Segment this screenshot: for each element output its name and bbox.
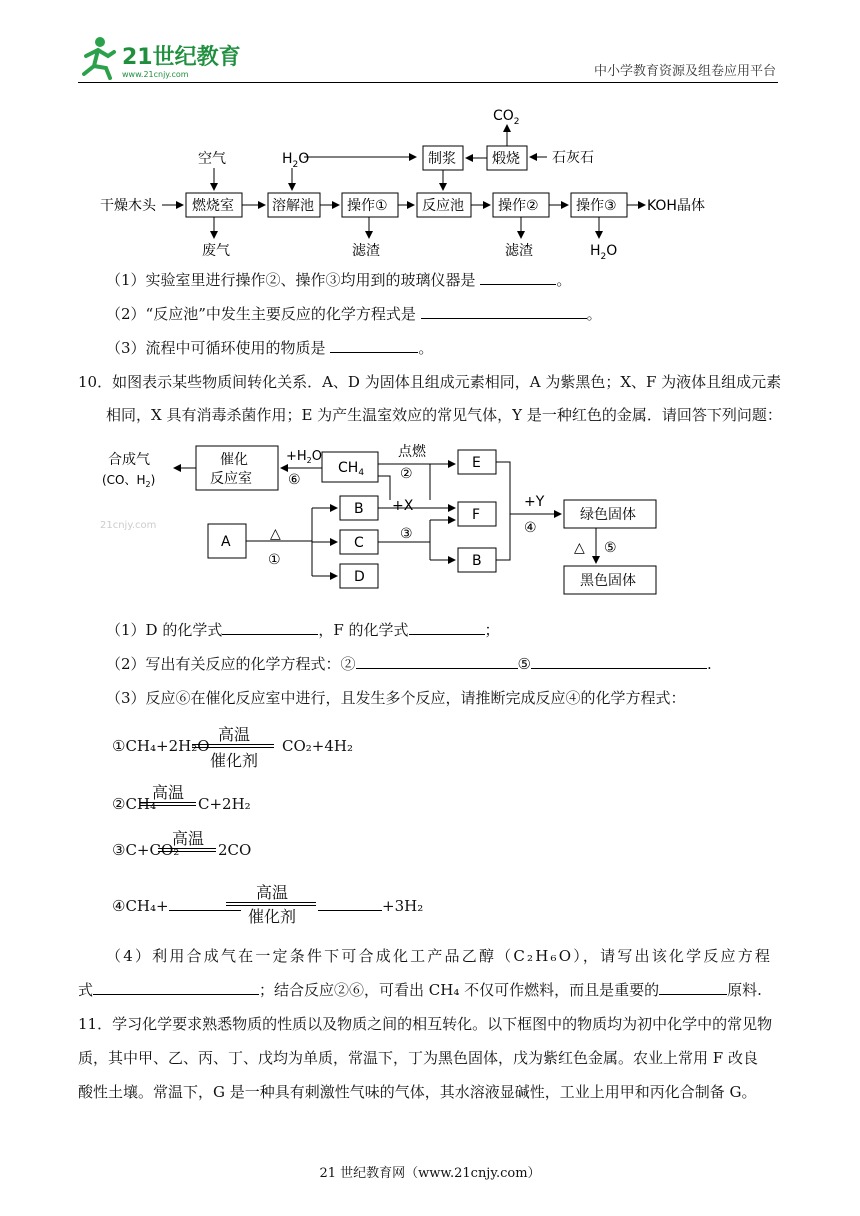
runner-icon bbox=[84, 37, 114, 78]
q10-blank-material[interactable] bbox=[659, 980, 727, 995]
delta1-label: △ bbox=[270, 526, 281, 542]
svg-text:制浆: 制浆 bbox=[428, 151, 456, 167]
svg-text:B: B bbox=[472, 553, 482, 569]
svg-text:煅烧: 煅烧 bbox=[492, 151, 520, 167]
svg-text:E: E bbox=[472, 455, 481, 471]
svg-text:操作②: 操作② bbox=[498, 198, 539, 214]
svg-text:B: B bbox=[354, 501, 364, 517]
plus-y-label: +Y bbox=[524, 494, 545, 510]
svg-text:催化: 催化 bbox=[220, 452, 248, 468]
slurry-box bbox=[423, 146, 463, 170]
q9-part3: （3）流程中可循环使用的物质是 。 bbox=[106, 339, 434, 357]
eq2-right: C+2H₂ bbox=[198, 795, 251, 813]
footer-text: 21 世纪教育网（www.21cnjy.com） bbox=[319, 1166, 541, 1181]
black-solid-box bbox=[564, 566, 656, 594]
box-E bbox=[458, 450, 496, 474]
svg-text:C: C bbox=[354, 535, 364, 551]
q9-part1: （1）实验室里进行操作②、操作③均用到的玻璃仪器是 。 bbox=[106, 271, 572, 289]
svg-text:操作①: 操作① bbox=[347, 198, 388, 214]
eq4-blank-right[interactable] bbox=[318, 896, 382, 911]
green-solid-box bbox=[564, 500, 656, 528]
delta2-label: △ bbox=[574, 540, 585, 556]
step3-label: ③ bbox=[400, 526, 413, 542]
box-C bbox=[340, 530, 378, 554]
svg-text:黑色固体: 黑色固体 bbox=[580, 573, 636, 589]
dissolve-box bbox=[268, 193, 320, 217]
q10-part1: （1）D 的化学式 ，F 的化学式 ； bbox=[106, 621, 500, 639]
q10-blank-d[interactable] bbox=[222, 620, 318, 635]
q10-part3: （3）反应⑥在催化反应室中进行，且发生多个反应，请推断完成反应④的化学方程式： bbox=[106, 689, 686, 707]
logo-url: www.21cnjy.com bbox=[122, 70, 189, 79]
q10-part4-line1: （4）利用合成气在一定条件下可合成化工产品乙醇（C₂H₆O），请写出该化学反应方程 bbox=[106, 947, 773, 965]
eq3-top-condition: 高温 bbox=[171, 829, 204, 848]
ch4-box bbox=[322, 452, 378, 482]
q10-blank-eq5[interactable] bbox=[531, 654, 707, 669]
limestone-label: 石灰石 bbox=[552, 150, 594, 166]
q10-blank-eq2[interactable] bbox=[356, 654, 518, 669]
q10-blank-f[interactable] bbox=[409, 620, 485, 635]
q9-part2: （2）“反应池”中发生主要反应的化学方程式是 。 bbox=[106, 305, 602, 323]
eq3-equals-line bbox=[158, 848, 216, 852]
air-label: 空气 bbox=[198, 151, 226, 167]
co2-label: $CO_2$ bbox=[493, 108, 520, 127]
op3-box bbox=[571, 193, 627, 217]
svg-text:反应室: 反应室 bbox=[210, 471, 252, 487]
q10-part2: （2）写出有关反应的化学方程式：② ⑤ . bbox=[106, 655, 712, 673]
residue2-label: 滤渣 bbox=[505, 243, 533, 259]
box-B-top bbox=[340, 496, 378, 520]
waste-gas-label: 废气 bbox=[202, 243, 230, 259]
box-A bbox=[208, 524, 246, 558]
svg-text:D: D bbox=[354, 569, 365, 585]
eq2-equals-line bbox=[140, 802, 196, 806]
eq2-top-condition: 高温 bbox=[151, 783, 184, 802]
eq4-right: +3H₂ bbox=[318, 896, 423, 916]
step4-label: ④ bbox=[524, 520, 537, 536]
q9-blank2[interactable] bbox=[421, 304, 587, 319]
koh-product-label: KOH晶体 bbox=[647, 198, 705, 214]
svg-text:操作③: 操作③ bbox=[576, 198, 617, 214]
svg-text:F: F bbox=[472, 507, 481, 523]
eq1-right: CO₂+4H₂ bbox=[282, 737, 353, 755]
plus-h2o-label: $+H_2O$ bbox=[286, 449, 322, 465]
reactor-box bbox=[417, 193, 471, 217]
logo-title: 21世纪教育 bbox=[122, 45, 241, 70]
burner-box bbox=[186, 193, 242, 217]
catalyst-room-box bbox=[196, 446, 278, 490]
q11-stem-line3: 酸性土壤。常温下，G 是一种具有刺激性气味的气体，其水溶液显碱性，工业上用甲和丙化合制备 G。 bbox=[78, 1083, 757, 1101]
syngas-label: 合成气 bbox=[108, 452, 150, 468]
plus-x-label: +X bbox=[392, 498, 414, 514]
q10-stem-line1: 10．如图表示某些物质间转化关系．A、D 为固体且组成元素相同，A 为紫黑色；X、F 为液体且组成元素 bbox=[78, 373, 782, 391]
step5-label: ⑤ bbox=[604, 540, 617, 556]
op2-box bbox=[493, 193, 549, 217]
step2-label: ② bbox=[400, 466, 413, 482]
ignite-label: 点燃 bbox=[398, 444, 426, 460]
svg-text:反应池: 反应池 bbox=[422, 198, 464, 214]
svg-text:燃烧室: 燃烧室 bbox=[192, 198, 234, 214]
box-F bbox=[458, 502, 496, 526]
watermark-text: 21cnjy.com bbox=[100, 520, 157, 531]
eq4-bottom-condition: 催化剂 bbox=[247, 907, 296, 926]
koh-flow-diagram bbox=[90, 100, 730, 265]
box-B-bottom bbox=[458, 548, 496, 572]
syngas-components: (CO、$H_2$) bbox=[102, 473, 156, 489]
q11-stem-line1: 11．学习化学要求熟悉物质的性质以及物质之间的相互转化。以下框图中的物质均为初中化学中的常见物 bbox=[78, 1015, 773, 1033]
q9-blank1[interactable] bbox=[480, 270, 556, 285]
residue1-label: 滤渣 bbox=[352, 243, 380, 259]
header-divider bbox=[78, 82, 778, 83]
h2o-bottom-label: $H_2O$ bbox=[590, 243, 618, 262]
wood-label: 干燥木头 bbox=[100, 198, 156, 214]
h2o-top-label: $H_2O$ bbox=[282, 151, 310, 170]
eq4-top-condition: 高温 bbox=[255, 883, 288, 902]
calcine-box bbox=[487, 146, 527, 170]
eq2-left: ②CH₄ bbox=[112, 795, 157, 813]
svg-text:A: A bbox=[221, 534, 231, 550]
svg-text:绿色固体: 绿色固体 bbox=[580, 507, 636, 523]
q11-stem-line2: 质，其中甲、乙、丙、丁、戊均为单质，常温下，丁为黑色固体，戊为紫红色金属。农业上常用 F 改良 bbox=[78, 1049, 758, 1067]
eq1-top-condition: 高温 bbox=[217, 725, 250, 744]
q9-blank3[interactable] bbox=[330, 338, 418, 353]
op1-box bbox=[342, 193, 398, 217]
box-D bbox=[340, 564, 378, 588]
q10-stem-line2: 相同，X 具有消毒杀菌作用；E 为产生温室效应的常见气体，Y 是一种红色的金属．请回答下列问题： bbox=[106, 406, 782, 424]
svg-text:溶解池: 溶解池 bbox=[272, 198, 314, 214]
eq1-bottom-condition: 催化剂 bbox=[209, 751, 258, 770]
header-platform-text: 中小学教育资源及组卷应用平台 bbox=[593, 64, 776, 79]
eq4-left: ④CH₄+ bbox=[112, 896, 241, 916]
flow-arrows bbox=[162, 125, 645, 238]
site-logo bbox=[78, 34, 248, 80]
eq3-left: ③C+CO₂ bbox=[112, 841, 180, 859]
eq1-left: ①CH₄+2H₂O bbox=[112, 737, 210, 755]
svg-text:CH4: $CH_4$ bbox=[338, 460, 365, 478]
eq3-right: 2CO bbox=[218, 841, 252, 859]
step1-label: ① bbox=[268, 552, 281, 568]
q10-transform-diagram bbox=[100, 440, 680, 605]
q10-part4-line2: 式 ；结合反应②⑥，可看出 CH₄ 不仅可作燃料，而且是重要的 原料. bbox=[78, 981, 762, 999]
q10-blank-ethanol[interactable] bbox=[93, 980, 259, 995]
step6-label: ⑥ bbox=[288, 472, 301, 488]
